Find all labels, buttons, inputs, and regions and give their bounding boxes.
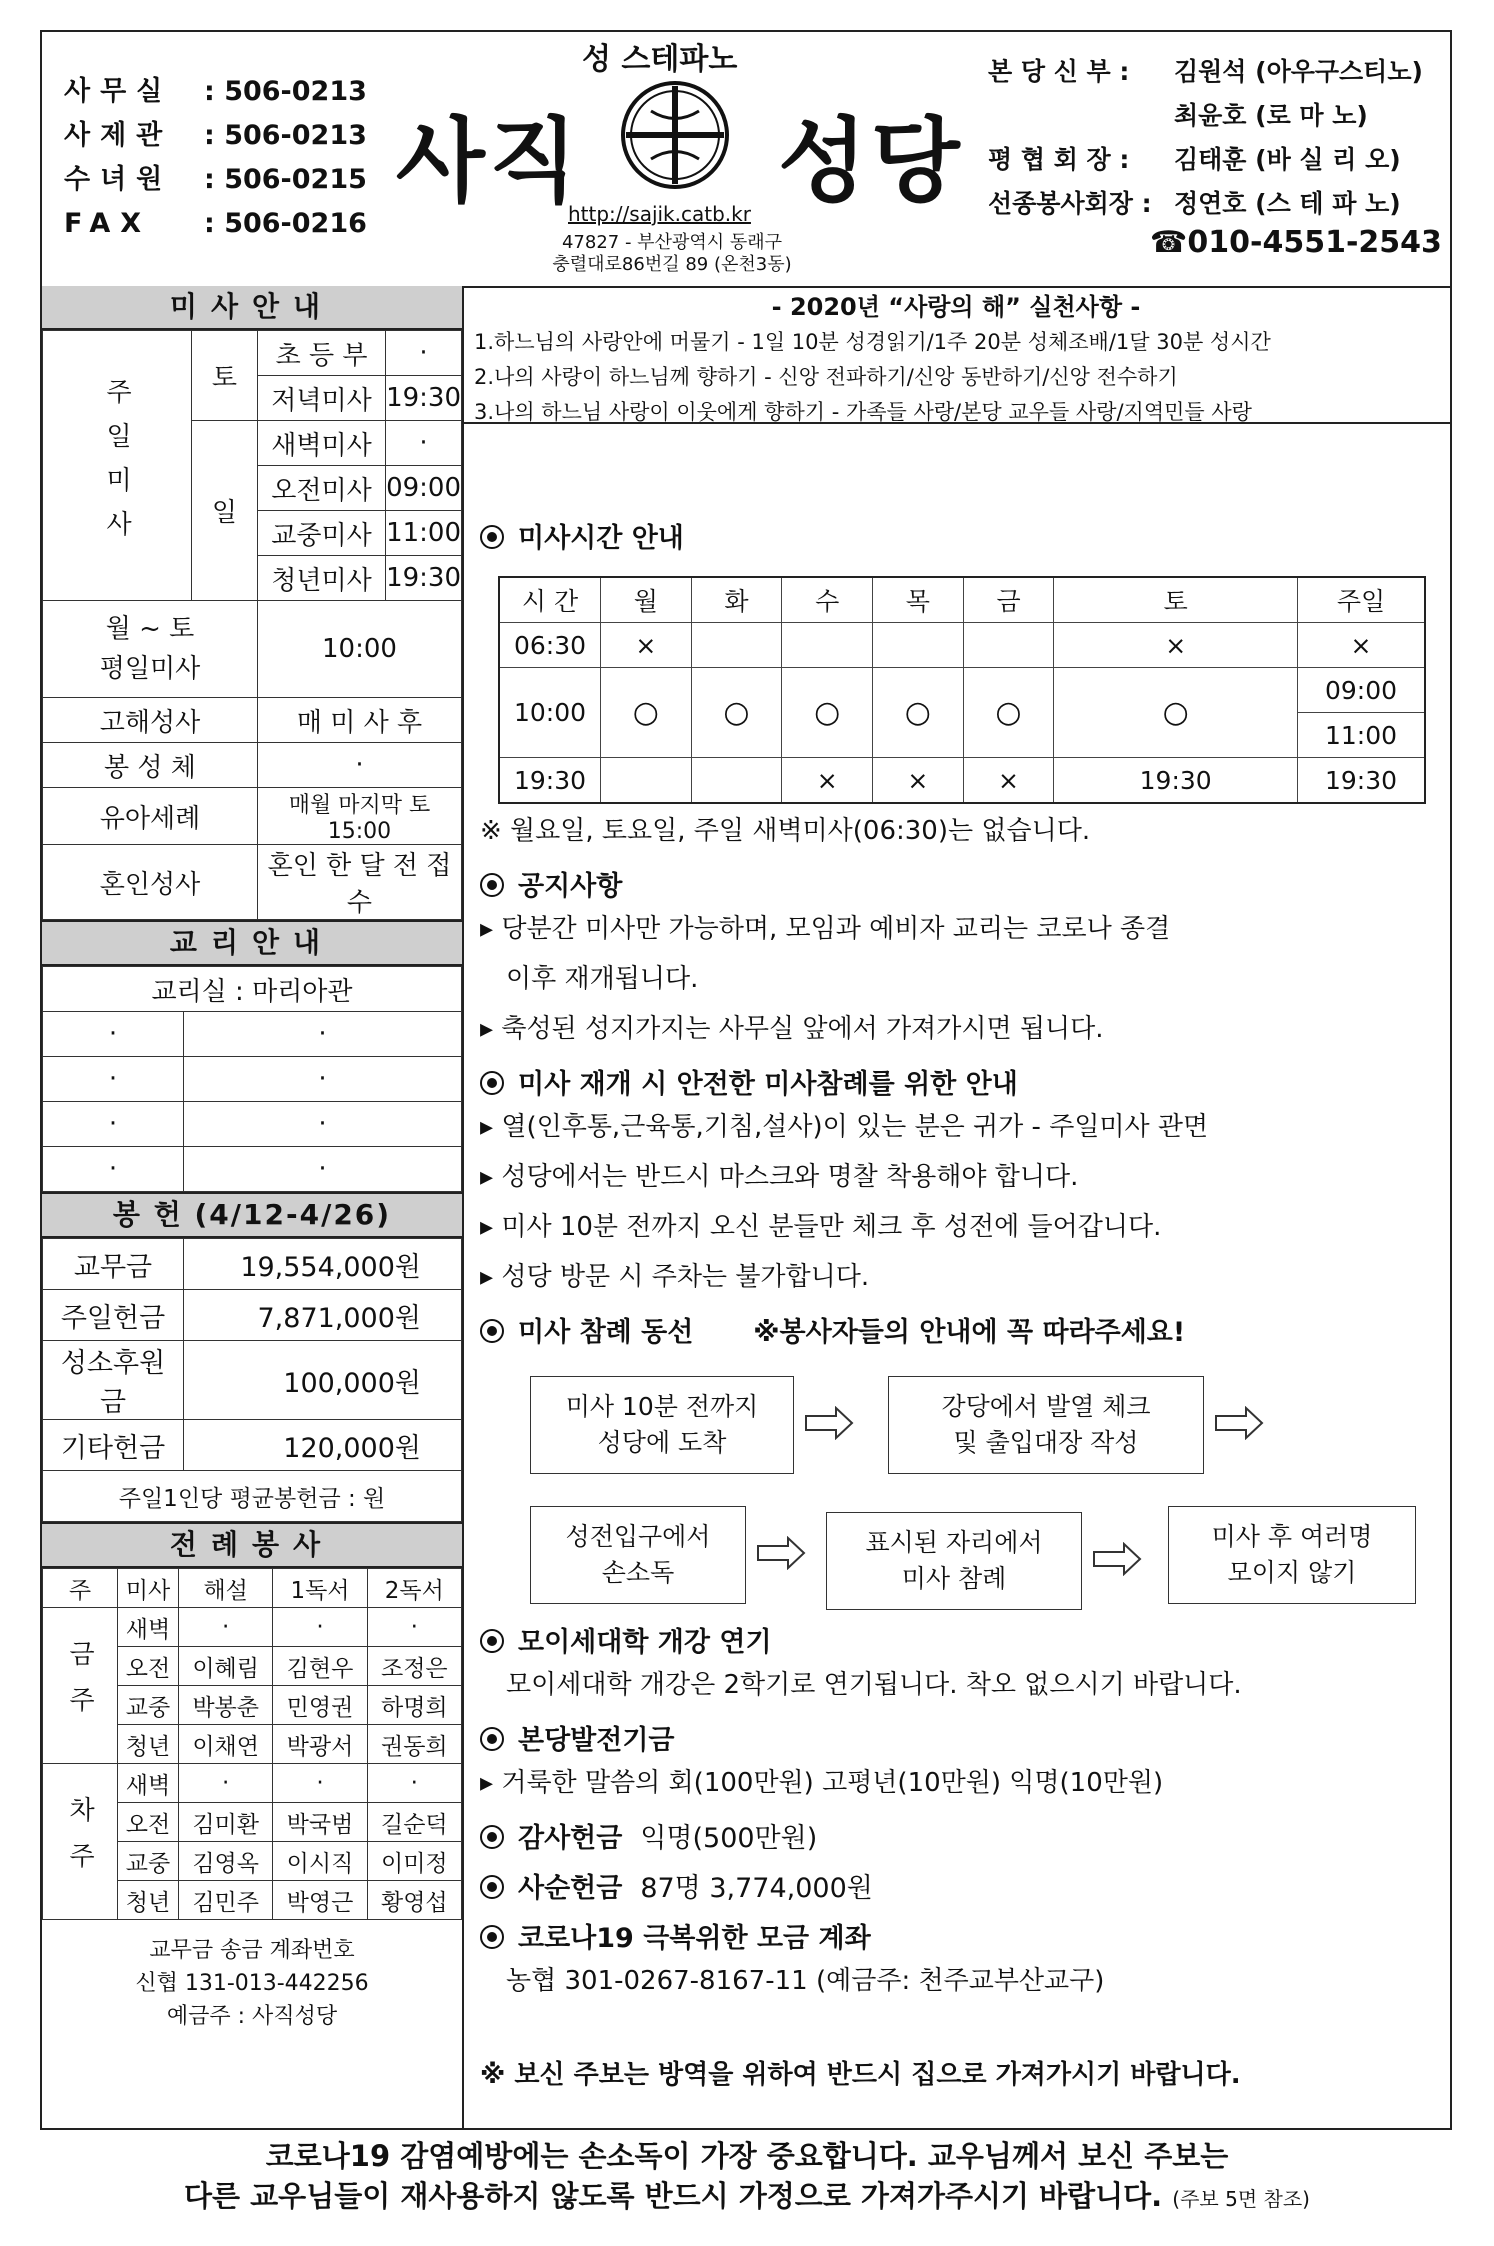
liturgy-cell: 교중: [118, 1842, 179, 1881]
mass-name: 교중미사: [257, 511, 385, 556]
liturgy-cell: 청년: [118, 1725, 179, 1764]
schedule-cell: ○: [1054, 668, 1298, 758]
staff-role: 본 당 신 부 :: [988, 57, 1130, 86]
contact-label: 사제관: [64, 120, 173, 151]
schedule-cell: 11:00: [1298, 713, 1426, 758]
safety-item: ▸ 성당 방문 시 주차는 불가합니다.: [480, 1260, 869, 1294]
schedule-col-header: 시 간: [499, 577, 601, 623]
liturgy-cell: 박광서: [273, 1725, 367, 1764]
schedule-col-header: 월: [601, 577, 692, 623]
contact-list: [64, 70, 367, 246]
offering-name: 기타헌금: [43, 1420, 184, 1471]
liturgy-cell: ·: [179, 1764, 273, 1803]
flow-step-4: [826, 1512, 1082, 1610]
schedule-col-header: 금: [963, 577, 1054, 623]
account-line: 교무금 송금 계좌번호: [149, 1938, 355, 1963]
catechism-cell: ·: [184, 1102, 462, 1147]
schedule-cell: ×: [873, 758, 964, 804]
dev-fund-text: ▸ 거룩한 말씀의 회(100만원) 고평년(10만원) 익명(10만원): [480, 1766, 1163, 1800]
offering-name: 교무금: [43, 1239, 184, 1290]
mass-name: 초 등 부: [257, 331, 385, 376]
bullet-circle-icon: [480, 873, 504, 897]
arrow-right-icon: [804, 1406, 854, 1440]
contact-value: : 506-0213: [204, 120, 367, 151]
sacrament-value: ·: [257, 743, 461, 788]
schedule-cell: [963, 623, 1054, 668]
bullet-circle-icon: [480, 1925, 504, 1949]
sacrament-name: 봉 성 체: [43, 743, 258, 788]
mass-info-table: [42, 330, 462, 920]
flow-step-line: 강당에서 발열 체크: [941, 1392, 1151, 1421]
mass-time: ·: [386, 421, 462, 466]
lent-text: 87명 3,774,000원: [640, 1873, 873, 1904]
covid-fund-heading: [480, 1916, 871, 1955]
liturgy-cell: 박국범: [273, 1803, 367, 1842]
catechism-table: [42, 966, 462, 1192]
mass-time: 19:30: [386, 556, 462, 601]
schedule-col-header: 토: [1054, 577, 1298, 623]
mass-name: 저녁미사: [257, 376, 385, 421]
bullet-circle-icon: [480, 1825, 504, 1849]
schedule-cell: ○: [963, 668, 1054, 758]
mass-time: 09:00: [386, 466, 462, 511]
staff-role: [988, 94, 1174, 138]
catechism-cell: ·: [184, 1057, 462, 1102]
schedule-cell: 06:30: [499, 623, 601, 668]
liturgy-cell: 청년: [118, 1881, 179, 1920]
flow-step-line: 미사 참례: [901, 1564, 1007, 1593]
offering-table: [42, 1238, 462, 1522]
schedule-cell: [601, 758, 692, 804]
catechism-heading: 교리안내: [42, 920, 462, 966]
liturgy-cell: 이혜림: [179, 1647, 273, 1686]
arrow-right-icon: [1214, 1406, 1264, 1440]
liturgy-col-header: 미사: [118, 1569, 179, 1608]
contact-label: FAX: [64, 208, 152, 239]
liturgy-cell: 김미환: [179, 1803, 273, 1842]
offering-amount: 7,871,000원: [184, 1290, 462, 1341]
safety-heading: [480, 1062, 1018, 1101]
liturgy-cell: 이채연: [179, 1725, 273, 1764]
offering-amount: 120,000원: [184, 1420, 462, 1471]
right-column: [462, 286, 1450, 2130]
moi-heading: [480, 1620, 772, 1659]
next-week-label: 차주: [43, 1764, 118, 1920]
schedule-cell: 09:00: [1298, 668, 1426, 713]
liturgy-cell: 권동희: [367, 1725, 461, 1764]
account-line: 신협 131-013-442256: [135, 1971, 369, 1996]
bulletin-note: ※ 보신 주보는 방역을 위하여 반드시 집으로 가져가시기 바랍니다.: [480, 2060, 1241, 2090]
parish-name-right: 성당: [778, 107, 964, 215]
schedule-cell: ○: [873, 668, 964, 758]
schedule-cell: ○: [601, 668, 692, 758]
liturgy-cell: 길순덕: [367, 1803, 461, 1842]
bulletin-header: [42, 32, 1450, 288]
liturgy-table: [42, 1568, 462, 1920]
footer-line: 다른 교우님들이 재사용하지 않도록 반드시 가정으로 가져가주시기 바랍니다.: [184, 2179, 1163, 2213]
liturgy-cell: ·: [273, 1608, 367, 1647]
bullet-circle-icon: [480, 1629, 504, 1653]
moi-heading-text: 모이세대학 개강 연기: [518, 1627, 772, 1658]
year-theme-box: [462, 286, 1450, 424]
sacrament-value: 혼인 한 달 전 접수: [257, 845, 461, 920]
staff-role: 선종봉사회장 :: [988, 189, 1152, 218]
schedule-cell: ×: [963, 758, 1054, 804]
schedule-cell: [691, 623, 782, 668]
safety-item: ▸ 미사 10분 전까지 오신 분들만 체크 후 성전에 들어갑니다.: [480, 1210, 1161, 1244]
liturgy-cell: 박봉춘: [179, 1686, 273, 1725]
liturgy-cell: 이시직: [273, 1842, 367, 1881]
offering-average: 주일1인당 평균봉헌금 : 원: [43, 1471, 462, 1522]
schedule-cell: [691, 758, 782, 804]
mass-name: 청년미사: [257, 556, 385, 601]
offering-amount: 19,554,000원: [184, 1239, 462, 1290]
contact-value: : 506-0213: [204, 76, 367, 107]
schedule-cell: ×: [1054, 623, 1298, 668]
schedule-cell: [873, 623, 964, 668]
left-column: [42, 286, 464, 2130]
sacrament-name: 혼인성사: [43, 845, 258, 920]
weekday-mass-time: 10:00: [257, 601, 461, 698]
footer-message: [0, 2136, 1494, 2219]
bullet-circle-icon: [480, 525, 504, 549]
lent-heading-text: 사순헌금: [518, 1873, 623, 1904]
liturgy-cell: ·: [179, 1608, 273, 1647]
parish-url-link[interactable]: http://sajik.catb.kr: [568, 202, 751, 226]
year-theme-item: 2.나의 사랑이 하느님께 향하기 - 신앙 전파하기/신앙 동반하기/신앙 전수하기: [474, 365, 1178, 389]
liturgy-cell: 교중: [118, 1686, 179, 1725]
staff-list: [988, 50, 1423, 226]
staff-name: 최윤호 (로 마 노): [1174, 101, 1368, 130]
footer-ref: (주보 5면 참조): [1172, 2187, 1310, 2211]
catechism-cell: ·: [43, 1102, 184, 1147]
year-theme-item: 1.하느님의 사랑안에 머물기 - 1일 10분 성경읽기/1주 20분 성체조배/1달 30분 성시간: [474, 330, 1271, 354]
flow-step-1: [530, 1376, 794, 1474]
liturgy-cell: 김민주: [179, 1881, 273, 1920]
contact-label: 사무실: [64, 76, 173, 107]
mass-info-heading: 미사안내: [42, 286, 462, 330]
arrow-right-icon: [756, 1536, 806, 1570]
dev-fund-heading-text: 본당발전기금: [518, 1725, 675, 1756]
covid-fund-heading-text: 코로나19 극복위한 모금 계좌: [518, 1923, 871, 1954]
liturgy-cell: 이미정: [367, 1842, 461, 1881]
bulletin-page: [40, 30, 1452, 2130]
lent-offering: [480, 1866, 873, 1905]
liturgy-cell: 김영옥: [179, 1842, 273, 1881]
schedule-cell: 19:30: [1054, 758, 1298, 804]
saturday-label: 토: [192, 331, 258, 421]
catechism-cell: ·: [184, 1147, 462, 1192]
mass-time: 11:00: [386, 511, 462, 556]
covid-fund-text: 농협 301-0267-8167-11 (예금주: 천주교부산교구): [506, 1966, 1105, 1996]
flow-step-5: [1168, 1506, 1416, 1604]
account-line: 예금주 : 사직성당: [166, 2004, 338, 2029]
patron-saint: 성 스테파노: [582, 42, 738, 77]
schedule-col-header: 목: [873, 577, 964, 623]
notice-item-continued: 이후 재개됩니다.: [506, 964, 699, 994]
bullet-circle-icon: [480, 1071, 504, 1095]
liturgy-heading: 전례봉사: [42, 1522, 462, 1568]
staff-name: 정연호 (스 테 파 노): [1174, 189, 1401, 218]
catechism-cell: ·: [184, 1012, 462, 1057]
offering-name: 주일헌금: [43, 1290, 184, 1341]
mass-name: 오전미사: [257, 466, 385, 511]
flow-heading-text: 미사 참례 동선: [518, 1317, 694, 1348]
liturgy-cell: 민영권: [273, 1686, 367, 1725]
parish-name-left: 사직: [396, 107, 582, 215]
dev-fund-heading: [480, 1718, 675, 1757]
bullet-circle-icon: [480, 1727, 504, 1751]
flow-step-line: 모이지 않기: [1227, 1558, 1357, 1587]
year-theme-item: 3.나의 하느님 사랑이 이웃에게 향하기 - 가족들 사랑/본당 교우들 사랑/지역민들 사랑: [474, 400, 1252, 424]
flow-step-line: 손소독: [601, 1558, 675, 1587]
safety-item: ▸ 열(인후통,근육통,기침,설사)이 있는 분은 귀가 - 주일미사 관면: [480, 1110, 1208, 1144]
address-line: 47827 - 부산광역시 동래구: [561, 232, 783, 253]
arrow-right-icon: [1092, 1542, 1142, 1576]
safety-item: ▸ 성당에서는 반드시 마스크와 명찰 착용해야 합니다.: [480, 1160, 1078, 1194]
weekday-mass-label: [43, 601, 258, 698]
year-theme-title: - 2020년 “사랑의 해” 실천사항 -: [771, 293, 1141, 321]
staff-name: 김태훈 (바 실 리 오): [1174, 145, 1401, 174]
schedule-cell: 19:30: [499, 758, 601, 804]
schedule-col-header: 수: [782, 577, 873, 623]
mass-time: ·: [386, 331, 462, 376]
mass-name: 새벽미사: [257, 421, 385, 466]
liturgy-cell: 김현우: [273, 1647, 367, 1686]
flow-step-3: [530, 1506, 746, 1604]
schedule-heading-text: 미사시간 안내: [518, 523, 684, 554]
liturgy-col-header: 주: [43, 1569, 118, 1608]
offering-heading: 봉 헌 (4/12-4/26): [42, 1192, 462, 1238]
liturgy-cell: ·: [273, 1764, 367, 1803]
schedule-cell: ×: [601, 623, 692, 668]
liturgy-cell: 새벽: [118, 1608, 179, 1647]
liturgy-cell: 박영근: [273, 1881, 367, 1920]
thanks-text: 익명(500만원): [640, 1823, 818, 1854]
liturgy-col-header: 1독서: [273, 1569, 367, 1608]
liturgy-cell: ·: [367, 1764, 461, 1803]
flow-step-line: 성당에 도착: [597, 1428, 727, 1457]
sacrament-name: 유아세례: [43, 788, 258, 845]
bullet-circle-icon: [480, 1875, 504, 1899]
flow-step-line: 성전입구에서: [565, 1522, 711, 1551]
notices-heading: [480, 864, 622, 903]
schedule-cell: ○: [691, 668, 782, 758]
catechism-cell: ·: [43, 1012, 184, 1057]
parish-logo-icon: [616, 76, 734, 198]
schedule-cell: [782, 623, 873, 668]
catechism-room: 교리실 : 마리아관: [43, 967, 462, 1012]
liturgy-cell: 황영섭: [367, 1881, 461, 1920]
liturgy-cell: 오전: [118, 1647, 179, 1686]
safety-heading-text: 미사 재개 시 안전한 미사참례를 위한 안내: [518, 1069, 1018, 1100]
schedule-col-header: 주일: [1298, 577, 1426, 623]
schedule-col-header: 화: [691, 577, 782, 623]
schedule-heading: [480, 516, 684, 555]
staff-role: 평 협 회 장 :: [988, 145, 1130, 174]
sacrament-value: 매 미 사 후: [257, 698, 461, 743]
flow-step-line: 및 출입대장 작성: [953, 1428, 1139, 1457]
weekday-label-line: 평일미사: [99, 654, 201, 684]
schedule-cell: ×: [782, 758, 873, 804]
flow-step-line: 미사 후 여러명: [1211, 1522, 1373, 1551]
schedule-cell: 10:00: [499, 668, 601, 758]
weekday-label-line: 월 ~ 토: [105, 614, 195, 644]
schedule-cell: 19:30: [1298, 758, 1426, 804]
schedule-note: ※ 월요일, 토요일, 주일 새벽미사(06:30)는 없습니다.: [480, 816, 1091, 846]
schedule-cell: ○: [782, 668, 873, 758]
bullet-circle-icon: [480, 1319, 504, 1343]
sunday-mass-label: 주일미사: [43, 331, 192, 601]
thanks-offering: [480, 1816, 817, 1855]
contact-value: : 506-0215: [204, 164, 367, 195]
liturgy-col-header: 해설: [179, 1569, 273, 1608]
this-week-label: 금주: [43, 1608, 118, 1764]
staff-name: 김원석 (아우구스티노): [1174, 57, 1423, 86]
moi-text: 모이세대학 개강은 2학기로 연기됩니다. 착오 없으시기 바랍니다.: [506, 1670, 1242, 1700]
catechism-cell: ·: [43, 1057, 184, 1102]
flow-step-line: 미사 10분 전까지: [565, 1392, 759, 1421]
liturgy-cell: ·: [367, 1608, 461, 1647]
liturgy-cell: 하명희: [367, 1686, 461, 1725]
offering-name: 성소후원금: [43, 1341, 184, 1420]
footer-line: 코로나19 감염예방에는 손소독이 가장 중요합니다. 교우님께서 보신 주보는: [265, 2139, 1229, 2173]
liturgy-cell: 새벽: [118, 1764, 179, 1803]
contact-value: : 506-0216: [204, 208, 367, 239]
flow-step-line: 표시된 자리에서: [865, 1528, 1043, 1557]
mass-time: 19:30: [386, 376, 462, 421]
parish-address: [522, 232, 822, 276]
notices-heading-text: 공지사항: [518, 871, 623, 902]
catechism-cell: ·: [43, 1147, 184, 1192]
sunday-label: 일: [192, 421, 258, 601]
mass-schedule-table: [498, 576, 1426, 804]
flow-subnote: ※봉사자들의 안내에 꼭 따라주세요!: [753, 1317, 1186, 1348]
flow-heading: [480, 1310, 1185, 1349]
address-line: 충렬대로86번길 89 (온천3동): [552, 254, 792, 275]
liturgy-cell: 오전: [118, 1803, 179, 1842]
liturgy-cell: 조정은: [367, 1647, 461, 1686]
sacrament-name: 고해성사: [43, 698, 258, 743]
sacrament-value: 매월 마지막 토 15:00: [257, 788, 461, 845]
notice-item: ▸ 축성된 성지가지는 사무실 앞에서 가져가시면 됩니다.: [480, 1012, 1103, 1046]
schedule-cell: ×: [1298, 623, 1426, 668]
thanks-heading-text: 감사헌금: [518, 1823, 623, 1854]
contact-label: 수녀원: [64, 164, 173, 195]
parish-phone: ☎010-4551-2543: [1150, 225, 1442, 260]
account-info: [42, 1920, 462, 2033]
liturgy-col-header: 2독서: [367, 1569, 461, 1608]
notice-item: ▸ 당분간 미사만 가능하며, 모임과 예비자 교리는 코로나 종결: [480, 912, 1170, 946]
flow-step-2: [888, 1376, 1204, 1474]
offering-amount: 100,000원: [184, 1341, 462, 1420]
